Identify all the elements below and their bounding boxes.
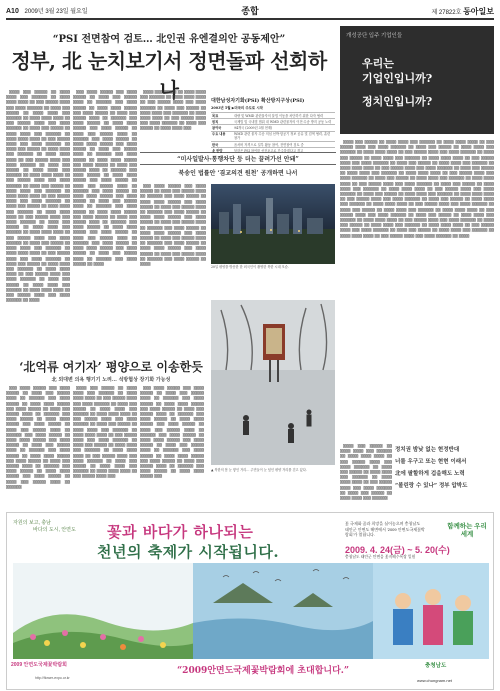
body-column: ▒▒▒▒ ▒▒▒ ▒▒▒▒▒ ▒▒ ▒▒▒▒ ▒▒▒▒ ▒▒▒ ▒▒▒▒▒▒ ▒▒ ▒▒▒▒ ▒▒▒▒ ▒▒▒▒ ▒▒ ▒▒▒ ▒▒▒▒▒ ▒▒▒▒ ▒▒▒ ▒▒▒▒ ▒▒▒▒▒▒ ▒▒ ▒▒▒▒ ▒▒▒ ▒▒▒▒▒ ▒▒ ▒▒▒▒ ▒▒▒▒ ▒▒▒ ▒▒▒▒▒▒ ▒▒ ▒▒▒▒ ▒▒▒▒ ▒▒▒▒ ▒▒ ▒▒▒ ▒▒▒▒▒ ▒▒▒▒ ▒▒▒ ▒▒▒▒ ▒▒▒▒▒▒ ▒▒ ▒▒▒▒ ▒▒▒ ▒▒▒▒▒ ▒▒ ▒▒▒▒ ▒▒▒▒ ▒▒▒ <box>140 90 206 131</box>
fact-key: 원칙 <box>211 119 233 125</box>
psi-fact-box <box>211 97 335 260</box>
opinion-question-1 <box>362 56 432 86</box>
fact-key: 참여국 <box>211 125 233 131</box>
fact-value: 94개국 (2009년 3월 현재) <box>233 125 335 131</box>
ad-sponsor-logo: 충청남도 <box>425 663 447 669</box>
fact-key: 목표 <box>211 113 233 119</box>
paper-name: 동아일보 <box>463 7 494 16</box>
pull-quote-line: 정치권 밤낮 없는 현정반대 <box>395 447 460 453</box>
ad-headline-2: 천년의 축제가 시작됩니다. <box>97 543 280 561</box>
opinion-q1-line1: 우리는 <box>362 57 394 70</box>
ad-location: 충청남도 태안군 안면읍 꽃지해수욕장 일원 <box>345 555 416 559</box>
body-column: ▒▒▒▒ ▒▒▒ ▒▒▒▒▒ ▒▒ ▒▒▒▒ ▒▒▒▒ ▒▒▒ ▒▒▒▒▒▒ ▒▒ ▒▒▒▒ ▒▒▒▒ ▒▒▒▒ ▒▒ ▒▒▒ ▒▒▒▒▒ ▒▒▒▒ ▒▒▒ ▒▒▒▒ ▒▒▒▒▒▒ ▒▒ ▒▒▒▒ ▒▒▒ ▒▒▒▒▒ ▒▒ ▒▒▒▒ ▒▒▒▒ ▒▒▒ ▒▒▒▒▒▒ ▒▒ ▒▒▒▒ ▒▒▒▒ ▒▒▒▒ ▒▒ ▒▒▒ ▒▒▒▒▒ ▒▒▒▒ ▒▒▒ ▒▒▒▒ ▒▒▒▒▒▒ ▒▒ ▒▒▒▒ ▒▒▒ ▒▒▒▒▒ ▒▒ ▒▒▒▒ ▒▒▒▒ ▒▒▒ ▒▒▒▒▒▒ ▒▒ ▒▒▒▒ ▒▒▒▒ ▒▒▒▒ ▒▒ ▒▒▒ ▒▒▒▒▒ ▒▒▒▒ ▒▒▒ ▒▒▒▒ ▒▒▒▒▒▒ ▒▒ ▒▒▒▒ ▒▒▒ ▒▒▒▒▒ ▒▒ ▒▒▒▒ ▒▒▒▒ ▒▒▒ ▒▒▒▒▒▒ ▒▒ ▒▒▒▒ ▒▒▒▒ ▒▒▒▒ ▒▒ ▒▒▒ ▒▒▒▒▒ ▒▒▒▒ ▒▒▒ ▒▒▒▒ ▒▒▒▒▒▒ ▒▒ ▒▒▒▒ ▒▒▒ ▒▒▒▒▒ ▒▒ ▒▒▒▒ ▒▒▒▒ ▒▒▒ ▒▒▒▒▒▒ ▒▒ ▒▒▒▒ ▒▒▒▒ ▒▒▒▒ ▒▒ ▒▒▒ ▒▒▒▒▒ ▒▒▒▒ ▒▒▒ ▒▒▒▒ ▒▒▒▒▒▒ ▒▒ ▒▒▒▒ ▒▒▒ ▒▒▒▒▒ ▒▒ ▒▒▒▒ ▒▒▒▒ ▒▒▒ ▒▒▒▒▒▒ ▒▒ ▒▒▒▒ ▒▒▒▒ ▒▒▒▒ ▒▒ ▒▒▒ ▒▒▒▒▒ ▒▒▒▒ ▒▒▒ ▒▒▒▒ ▒▒▒▒▒▒ ▒▒ ▒▒▒▒ ▒▒▒ ▒▒▒▒▒ ▒▒ ▒▒▒▒ ▒▒▒▒ ▒▒▒ ▒▒▒▒▒▒ ▒▒ ▒▒▒▒ ▒▒▒▒ ▒▒▒▒ ▒▒ ▒▒▒ ▒▒▒▒▒ ▒▒▒▒ ▒▒▒ ▒▒▒▒ ▒▒▒▒▒▒ ▒▒ ▒▒▒▒ ▒▒▒ ▒▒▒▒▒ ▒▒ ▒▒▒▒ ▒▒▒▒ ▒▒▒ ▒▒▒▒▒▒ ▒▒ ▒▒▒▒ ▒▒▒▒ ▒▒▒▒ ▒▒ ▒▒▒ ▒▒▒▒▒ ▒▒▒▒ ▒▒▒ ▒▒▒▒ ▒▒▒▒▒▒ ▒▒ ▒▒▒▒ ▒▒▒ ▒▒▒▒▒ ▒▒ ▒▒▒▒ ▒▒▒▒ ▒▒▒ ▒▒▒▒▒▒ ▒▒ ▒▒▒▒ ▒▒▒▒ ▒▒▒▒ ▒▒ ▒▒▒ ▒▒▒▒▒ ▒▒▒▒ ▒▒▒ ▒▒▒▒ ▒▒▒▒▒▒ ▒▒ ▒▒▒▒ ▒▒▒ ▒▒▒▒▒ ▒▒ ▒▒▒▒ ▒▒▒▒ ▒▒▒ ▒▒▒▒▒▒ ▒▒ ▒▒▒▒ ▒▒▒▒ ▒▒▒▒ ▒▒ ▒▒▒ ▒▒▒▒▒ ▒▒▒▒ ▒▒▒ ▒▒▒▒ ▒▒▒▒▒▒ ▒▒ ▒▒▒▒ ▒▒▒ ▒▒▒▒▒ ▒▒ ▒▒▒▒ ▒▒▒▒ ▒▒▒ ▒▒▒▒▒▒ ▒▒ ▒▒▒▒ ▒▒▒▒ ▒▒▒▒ ▒▒ ▒▒▒ ▒▒▒▒▒ ▒▒▒▒ ▒▒▒ ▒▒▒▒ ▒▒▒▒▒▒ ▒▒ ▒▒▒▒ ▒▒▒ ▒▒▒▒▒ ▒▒ ▒▒▒▒ ▒▒▒▒ ▒▒▒ ▒▒▒▒▒▒ ▒▒ ▒▒▒▒ ▒▒▒▒ ▒▒▒▒ ▒▒ ▒▒▒ ▒▒▒▒▒ ▒▒▒▒ ▒▒▒ ▒▒▒▒ ▒▒▒▒▒▒ ▒▒ ▒▒▒▒ ▒▒▒ ▒▒▒▒▒ ▒▒ ▒▒▒▒ ▒▒▒▒ ▒▒▒ ▒▒▒▒▒▒ ▒▒ ▒▒▒▒ ▒▒▒▒ ▒▒▒▒ ▒▒ ▒▒▒ ▒▒▒▒▒ ▒▒▒▒ ▒▒▒ ▒▒▒▒ ▒▒▒▒▒▒ ▒▒ ▒▒▒▒ <box>340 140 494 238</box>
fact-key: 한국 <box>211 142 233 148</box>
ad-logo-text: 함께하는 우리세계 <box>447 523 487 538</box>
fact-value: 옵서버 자격으로 일부 활동 참여, 전면참여 검토 중 <box>233 142 335 148</box>
body-column: ▒▒▒▒ ▒▒▒ ▒▒▒▒▒ ▒▒ ▒▒▒▒ ▒▒▒▒ ▒▒▒ ▒▒▒▒▒▒ ▒▒ ▒▒▒▒ ▒▒▒▒ ▒▒▒▒ ▒▒ ▒▒▒ ▒▒▒▒▒ ▒▒▒▒ ▒▒▒ ▒▒▒▒ ▒▒▒▒▒▒ ▒▒ ▒▒▒▒ ▒▒▒ ▒▒▒▒▒ ▒▒ ▒▒▒▒ ▒▒▒▒ ▒▒▒ ▒▒▒▒▒▒ ▒▒ ▒▒▒▒ ▒▒▒▒ ▒▒▒▒ ▒▒ ▒▒▒ ▒▒▒▒▒ ▒▒▒▒ ▒▒▒ ▒▒▒▒ ▒▒▒▒▒▒ ▒▒ ▒▒▒▒ ▒▒▒ ▒▒▒▒▒ ▒▒ ▒▒▒▒ ▒▒▒▒ ▒▒▒ ▒▒▒▒▒▒ <box>340 444 392 501</box>
paper-brand <box>431 6 494 17</box>
ad-date: 2009. 4. 24(금) ~ 5. 20(수) <box>345 545 450 555</box>
page-header <box>6 4 494 20</box>
fact-box-subtitle: 2003년 5월 ▶미국의 주도로 시작 <box>211 106 263 110</box>
ad-expo-logo: 2009 안면도국제꽃박람회 <box>11 662 67 668</box>
ad-description: 꽃 국제화 꿈과 희망을 심어놓으며 충청남도 태안군 안면도 해변에서 '2009 안면도국제꽃박람회'가 열립니다. <box>345 521 425 537</box>
section-title: 종합 <box>241 7 259 17</box>
advertisement[interactable] <box>6 512 494 690</box>
opinion-box <box>340 26 494 134</box>
body-column: ▒▒▒ ▒▒▒▒ ▒▒▒▒▒ ▒▒▒ ▒▒▒▒ ▒▒▒▒▒ ▒▒ ▒▒▒▒ ▒▒▒ ▒▒▒▒▒ ▒▒▒▒ ▒▒ ▒▒▒▒▒▒ ▒▒▒ ▒▒▒▒ ▒▒▒▒▒ ▒▒ ▒▒▒▒ ▒▒▒▒ ▒▒▒▒▒ ▒▒▒ ▒▒▒▒ ▒▒▒▒▒ ▒▒ ▒▒▒▒ ▒▒▒ ▒▒▒▒▒ ▒▒▒▒ ▒▒ ▒▒▒▒▒▒ ▒▒▒ ▒▒▒▒ ▒▒▒▒▒ ▒▒ ▒▒▒▒ ▒▒▒▒ ▒▒▒▒▒ ▒▒▒ ▒▒▒▒ ▒▒▒▒▒ ▒▒ ▒▒▒▒ ▒▒▒ ▒▒▒▒▒ ▒▒▒▒ ▒▒ ▒▒▒▒▒▒ ▒▒▒ ▒▒▒▒ ▒▒▒▒▒ ▒▒ ▒▒▒▒ ▒▒▒▒ ▒▒▒▒▒ ▒▒▒ ▒▒▒▒ ▒▒▒▒▒ ▒▒ ▒▒▒▒ ▒▒▒ ▒▒▒▒▒ ▒▒▒▒ ▒▒ ▒▒▒▒▒▒ ▒▒▒ ▒▒▒▒ ▒▒▒▒▒ ▒▒ ▒▒▒▒ ▒▒▒▒ ▒▒▒▒▒ ▒▒▒ ▒▒▒▒ ▒▒▒▒▒ ▒▒ ▒▒▒▒ ▒▒▒ ▒▒▒▒▒ ▒▒▒▒ ▒▒ ▒▒▒▒▒▒ ▒▒▒ ▒▒▒▒ ▒▒▒▒▒ ▒▒ ▒▒▒▒ <box>140 184 206 267</box>
ad-headline-1: 꽃과 바다가 하나되는 <box>107 523 254 541</box>
street-scene-graphic <box>211 300 335 465</box>
body-column: ▒▒▒ ▒▒▒▒ ▒▒▒▒▒ ▒▒▒ ▒▒▒▒ ▒▒▒▒▒ ▒▒ ▒▒▒▒ ▒▒▒ ▒▒▒▒▒ ▒▒▒▒ ▒▒ ▒▒▒▒▒▒ ▒▒▒ ▒▒▒▒ ▒▒▒▒▒ ▒▒ ▒▒▒▒ ▒▒▒▒ ▒▒▒▒▒ ▒▒▒ ▒▒▒▒ ▒▒▒▒▒ ▒▒ ▒▒▒▒ ▒▒▒ ▒▒▒▒▒ ▒▒▒▒ ▒▒ ▒▒▒▒▒▒ ▒▒▒ ▒▒▒▒ ▒▒▒▒▒ ▒▒ ▒▒▒▒ ▒▒▒▒ ▒▒▒▒▒ ▒▒▒ ▒▒▒▒ ▒▒▒▒▒ ▒▒ ▒▒▒▒ ▒▒▒ ▒▒▒▒▒ ▒▒▒▒ ▒▒ ▒▒▒▒▒▒ ▒▒▒ ▒▒▒▒ ▒▒▒▒▒ ▒▒ ▒▒▒▒ ▒▒▒▒ ▒▒▒▒▒ ▒▒▒ ▒▒▒▒ ▒▒▒▒▒ ▒▒ ▒▒▒▒ ▒▒▒ ▒▒▒▒▒ ▒▒▒▒ ▒▒ ▒▒▒▒▒▒ ▒▒▒ ▒▒▒▒ ▒▒▒▒▒ ▒▒ ▒▒▒▒ ▒▒▒▒ ▒▒▒▒▒ ▒▒▒ ▒▒▒▒ ▒▒▒▒▒ ▒▒ ▒▒▒▒ ▒▒▒ ▒▒▒▒▒ ▒▒▒▒ ▒▒ ▒▒▒▒▒▒ ▒▒▒ ▒▒▒▒ ▒▒▒▒▒ ▒▒ ▒▒▒▒ ▒▒▒▒ ▒▒▒▒▒ ▒▒▒ <box>140 386 204 479</box>
pull-quote-line: 너를 우구고 또는 현현 이래서 <box>395 459 467 465</box>
sub-headline-1: “미사일발사·통행차단 등 더는 끌려가선 안돼” <box>140 152 336 165</box>
second-story-headline: ‘北억류 여기자’ 평양으로 이송한듯 <box>19 360 203 374</box>
story-headline: 정부, 北 눈치보기서 정면돌파 선회하나 <box>11 49 327 102</box>
photo-caption: ▲ 북한의 봄 눈 쌓인 거리… 주민들이 눈 덮인 평양 거리를 걷고 있다. <box>211 468 307 472</box>
body-column: ▒▒▒ ▒▒▒▒ ▒▒▒▒▒ ▒▒▒ ▒▒▒▒ ▒▒▒▒▒ ▒▒ ▒▒▒▒ ▒▒▒ ▒▒▒▒▒ ▒▒▒▒ ▒▒ ▒▒▒▒▒▒ ▒▒▒ ▒▒▒▒ ▒▒▒▒▒ ▒▒ ▒▒▒▒ ▒▒▒▒ ▒▒▒▒▒ ▒▒▒ ▒▒▒▒ ▒▒▒▒▒ ▒▒ ▒▒▒▒ ▒▒▒ ▒▒▒▒▒ ▒▒▒▒ ▒▒ ▒▒▒▒▒▒ ▒▒▒ ▒▒▒▒ ▒▒▒▒▒ ▒▒ ▒▒▒▒ ▒▒▒▒ ▒▒▒▒▒ ▒▒▒ ▒▒▒▒ ▒▒▒▒▒ ▒▒ ▒▒▒▒ ▒▒▒ ▒▒▒▒▒ ▒▒▒▒ ▒▒ ▒▒▒▒▒▒ ▒▒▒ ▒▒▒▒ ▒▒▒▒▒ ▒▒ ▒▒▒▒ ▒▒▒▒ ▒▒▒▒▒ ▒▒▒ ▒▒▒▒ ▒▒▒▒▒ ▒▒ ▒▒▒▒ ▒▒▒ ▒▒▒▒▒ ▒▒▒▒ ▒▒ ▒▒▒▒▒▒ ▒▒▒ ▒▒▒▒ ▒▒▒▒▒ ▒▒ ▒▒▒▒ ▒▒▒▒ ▒▒▒▒▒ ▒▒▒ ▒▒▒▒ ▒▒▒▒▒ ▒▒ ▒▒▒▒ ▒▒▒ ▒▒▒▒▒ ▒▒▒▒ ▒▒ ▒▒▒▒▒▒ ▒▒▒ ▒▒▒▒ ▒▒▒▒▒ ▒▒ ▒▒▒▒ ▒▒▒▒ ▒▒▒▒▒ ▒▒▒ ▒▒▒▒ ▒▒▒▒▒ ▒▒ ▒▒▒▒ ▒▒▒ ▒▒▒▒▒ ▒▒▒▒ ▒▒ ▒▒▒▒▒▒ ▒▒▒ ▒▒▒▒ ▒▒▒▒▒ ▒▒ ▒▒▒▒ ▒▒▒▒ ▒▒▒▒▒ ▒▒▒ ▒▒▒▒ ▒▒▒▒▒ ▒▒ ▒▒▒▒ ▒▒▒ ▒▒▒▒▒ ▒▒▒▒ ▒▒ ▒▒▒▒▒▒ ▒▒▒ ▒▒▒▒ ▒▒▒▒▒ ▒▒ ▒▒▒▒ ▒▒▒▒ ▒▒▒▒▒ ▒▒▒ ▒▒▒▒ ▒▒▒▒▒ ▒▒ ▒▒▒▒ ▒▒▒ ▒▒▒▒▒ ▒▒▒▒ ▒▒ ▒▒▒▒▒▒ ▒▒▒ ▒▒▒▒ ▒▒▒▒▒ ▒▒ ▒▒▒▒ ▒▒▒▒ ▒▒▒▒▒ ▒▒▒ ▒▒▒▒ ▒▒▒▒▒ ▒▒ ▒▒▒▒ ▒▒▒ ▒▒▒▒▒ ▒▒▒▒ ▒▒ ▒▒▒▒▒▒ ▒▒▒ ▒▒▒▒ ▒▒▒▒▒ ▒▒ ▒▒▒▒ ▒▒▒▒ ▒▒▒▒▒ ▒▒▒ ▒▒▒▒ ▒▒▒▒▒ ▒▒ ▒▒▒▒ ▒▒▒ ▒▒▒▒▒ ▒▒▒▒ ▒▒ ▒▒▒▒▒▒ ▒▒▒ ▒▒▒▒ ▒▒▒▒▒ ▒▒ ▒▒▒▒ <box>73 90 137 266</box>
edition-number: 제 27822호 <box>431 10 462 16</box>
pull-quote-line: “볼린랑 수 있나” 정부 압박도 <box>395 483 468 489</box>
ad-invitation: “2009안면도국제꽃박람회에 초대합니다.” <box>177 666 350 676</box>
fact-value: 대량 및 WMD 관련물자의 불법 이동을 차단하기 위한 다자 협력 <box>233 113 335 119</box>
fact-row <box>211 148 335 154</box>
sub-headline-2: 북송인 법률안 ‘겸교의견 원천’ 공개하면 나서 <box>178 170 298 177</box>
ad-website-link[interactable]: www.chungnam.net <box>417 678 452 683</box>
fact-box-title: 대한남성자기화(PSI) 확산방지구상(PSI) <box>211 98 305 104</box>
pull-quote-line: 北에 팔할하게 겁을해도 노력 <box>395 471 465 477</box>
fact-value: 북한은 PSI 참여를 선전포고로 간주하겠다고 경고 <box>233 148 335 154</box>
body-column: ▒▒▒▒ ▒▒▒ ▒▒▒▒▒ ▒▒ ▒▒▒▒ ▒▒▒▒ ▒▒▒ ▒▒▒▒▒▒ ▒▒ ▒▒▒▒ ▒▒▒▒ ▒▒▒▒ ▒▒ ▒▒▒ ▒▒▒▒▒ ▒▒▒▒ ▒▒▒ ▒▒▒▒ ▒▒▒▒▒▒ ▒▒ ▒▒▒▒ ▒▒▒ ▒▒▒▒▒ ▒▒ ▒▒▒▒ ▒▒▒▒ ▒▒▒ ▒▒▒▒▒▒ ▒▒ ▒▒▒▒ ▒▒▒▒ ▒▒▒▒ ▒▒ ▒▒▒ ▒▒▒▒▒ ▒▒▒▒ ▒▒▒ ▒▒▒▒ ▒▒▒▒▒▒ ▒▒ ▒▒▒▒ ▒▒▒ ▒▒▒▒▒ ▒▒ ▒▒▒▒ ▒▒▒▒ ▒▒▒ ▒▒▒▒▒▒ ▒▒ ▒▒▒▒ ▒▒▒▒ ▒▒▒▒ ▒▒ ▒▒▒ ▒▒▒▒▒ ▒▒▒▒ ▒▒▒ ▒▒▒▒ ▒▒▒▒▒▒ ▒▒ ▒▒▒▒ ▒▒▒ ▒▒▒▒▒ ▒▒ ▒▒▒▒ ▒▒▒▒ ▒▒▒ ▒▒▒▒▒▒ ▒▒ ▒▒▒▒ ▒▒▒▒ ▒▒▒▒ ▒▒ ▒▒▒ ▒▒▒▒▒ ▒▒▒▒ ▒▒▒ ▒▒▒▒ ▒▒▒▒▒▒ ▒▒ ▒▒▒▒ ▒▒▒ ▒▒▒▒▒ ▒▒ ▒▒▒▒ ▒▒▒▒ ▒▒▒ ▒▒▒▒▒▒ ▒▒ ▒▒▒▒ ▒▒▒▒ ▒▒▒▒ ▒▒ ▒▒▒ ▒▒▒▒▒ ▒▒▒▒ ▒▒▒ ▒▒▒▒ ▒▒▒▒▒▒ ▒▒ ▒▒▒▒ ▒▒▒ ▒▒▒▒▒ ▒▒ ▒▒▒▒ ▒▒▒▒ ▒▒▒ ▒▒▒▒▒▒ ▒▒ ▒▒▒▒ ▒▒▒▒ ▒▒▒▒ ▒▒ ▒▒▒ ▒▒▒▒▒ ▒▒▒▒ ▒▒▒ ▒▒▒▒ ▒▒▒▒▒▒ ▒▒ ▒▒▒▒ ▒▒▒ ▒▒▒▒▒ ▒▒ ▒▒▒▒ ▒▒▒▒ ▒▒▒ ▒▒▒▒▒▒ ▒▒ ▒▒▒▒ ▒▒▒▒ ▒▒▒▒ ▒▒ ▒▒▒ ▒▒▒▒▒ ▒▒▒▒ ▒▒▒ ▒▒▒▒ ▒▒▒▒▒▒ ▒▒ ▒▒▒▒ ▒▒▒ ▒▒▒▒▒ ▒▒ ▒▒▒▒ ▒▒▒▒ ▒▒▒ ▒▒▒▒▒▒ ▒▒ ▒▒▒▒ ▒▒▒▒ ▒▒▒▒ ▒▒ ▒▒▒ ▒▒▒▒▒ ▒▒▒▒ ▒▒▒ ▒▒▒▒ ▒▒▒▒▒▒ ▒▒ ▒▒▒▒ ▒▒▒ ▒▒▒▒▒ ▒▒ ▒▒▒▒ ▒▒▒▒ ▒▒▒ ▒▒▒▒▒▒ ▒▒ ▒▒▒▒ ▒▒▒▒ ▒▒▒▒ ▒▒ ▒▒▒ ▒▒▒▒▒ ▒▒▒▒ ▒▒▒ ▒▒▒▒ ▒▒▒▒▒▒ ▒▒ ▒▒▒▒ ▒▒▒ ▒▒▒▒▒ ▒▒ ▒▒▒▒ ▒▒▒▒ ▒▒▒ ▒▒▒▒▒▒ ▒▒ ▒▒▒▒ ▒▒▒▒ ▒▒▒▒ ▒▒ ▒▒▒ ▒▒▒▒▒ ▒▒▒▒ ▒▒▒ ▒▒▒▒ ▒▒▒▒▒▒ ▒▒ ▒▒▒▒ ▒▒▒ ▒▒▒▒▒ ▒▒ ▒▒▒▒ ▒▒▒▒ ▒▒▒ ▒▒▒▒▒▒ ▒▒ ▒▒▒▒ ▒▒▒▒ ▒▒▒▒ ▒▒ ▒▒▒ ▒▒▒▒▒ ▒▒▒▒ ▒▒▒ ▒▒▒▒ ▒▒▒▒▒▒ ▒▒ ▒▒▒▒ <box>6 90 70 303</box>
photo-caption: 20일 평양을 방문한 한 외국인이 촬영한 북한 시내 모습. <box>211 265 289 269</box>
ad-artwork <box>13 563 489 659</box>
ad-slogan-1: 자원의 보고, 충남 <box>13 520 51 526</box>
fact-table <box>211 112 335 153</box>
ad-slogan-2: 바다의 도시, 안면도 <box>33 527 76 533</box>
fact-value: 국제법 및 국내법 범위 내 WMD 관련물자의 이전·수송 방지 공동 노력 <box>233 119 335 125</box>
fact-row <box>211 131 335 141</box>
opinion-tag: 개성공단 입주 기업인들 <box>346 33 403 39</box>
opinion-question-2: 정치인입니까? <box>362 95 433 108</box>
news-photo-street <box>211 300 335 465</box>
ad-url-link[interactable]: http://flower-expo.or.kr <box>35 676 70 680</box>
page-number: A10 <box>6 8 19 15</box>
body-column: ▒▒▒▒ ▒▒▒ ▒▒▒▒▒ ▒▒ ▒▒▒▒ ▒▒▒▒ ▒▒▒ ▒▒▒▒▒▒ ▒▒ ▒▒▒▒ ▒▒▒▒ ▒▒▒▒ ▒▒ ▒▒▒ ▒▒▒▒▒ ▒▒▒▒ ▒▒▒ ▒▒▒▒ ▒▒▒▒▒▒ ▒▒ ▒▒▒▒ ▒▒▒ ▒▒▒▒▒ ▒▒ ▒▒▒▒ ▒▒▒▒ ▒▒▒ ▒▒▒▒▒▒ ▒▒ ▒▒▒▒ ▒▒▒▒ ▒▒▒▒ ▒▒ ▒▒▒ ▒▒▒▒▒ ▒▒▒▒ ▒▒▒ ▒▒▒▒ ▒▒▒▒▒▒ ▒▒ ▒▒▒▒ ▒▒▒ ▒▒▒▒▒ ▒▒ ▒▒▒▒ ▒▒▒▒ ▒▒▒ ▒▒▒▒▒▒ ▒▒ ▒▒▒▒ ▒▒▒▒ ▒▒▒▒ ▒▒ ▒▒▒ ▒▒▒▒▒ ▒▒▒▒ ▒▒▒ ▒▒▒▒ ▒▒▒▒▒▒ ▒▒ ▒▒▒▒ ▒▒▒ ▒▒▒▒▒ ▒▒ ▒▒▒▒ ▒▒▒▒ ▒▒▒ ▒▒▒▒▒▒ ▒▒ ▒▒▒▒ ▒▒▒▒ ▒▒▒▒ ▒▒ ▒▒▒ ▒▒▒▒▒ ▒▒▒▒ ▒▒▒ ▒▒▒▒ ▒▒▒▒▒▒ ▒▒ ▒▒▒▒ ▒▒▒ ▒▒▒▒▒ ▒▒ ▒▒▒▒ ▒▒▒▒ ▒▒▒ ▒▒▒▒▒▒ ▒▒ ▒▒▒▒ ▒▒▒▒ ▒▒▒▒ ▒▒ ▒▒▒ ▒▒▒▒▒ ▒▒▒▒ ▒▒▒ <box>73 386 137 479</box>
story-kicker: “PSI 전면참여 검토… 北인권 유엔결의안 공동제안” <box>52 34 286 45</box>
issue-date: 2009년 3월 23일 월요일 <box>24 9 88 15</box>
opinion-q1-line2: 기업인입니까? <box>362 72 433 85</box>
people-graphic <box>373 563 489 659</box>
body-column: ▒▒▒ ▒▒▒▒ ▒▒▒▒▒ ▒▒▒ ▒▒▒▒ ▒▒▒▒▒ ▒▒ ▒▒▒▒ ▒▒▒ ▒▒▒▒▒ ▒▒▒▒ ▒▒ ▒▒▒▒▒▒ ▒▒▒ ▒▒▒▒ ▒▒▒▒▒ ▒▒ ▒▒▒▒ ▒▒▒▒ ▒▒▒▒▒ ▒▒▒ ▒▒▒▒ ▒▒▒▒▒ ▒▒ ▒▒▒▒ ▒▒▒ ▒▒▒▒▒ ▒▒▒▒ ▒▒ ▒▒▒▒▒▒ ▒▒▒ ▒▒▒▒ ▒▒▒▒▒ ▒▒ ▒▒▒▒ ▒▒▒▒ ▒▒▒▒▒ ▒▒▒ ▒▒▒▒ ▒▒▒▒▒ ▒▒ ▒▒▒▒ ▒▒▒ ▒▒▒▒▒ ▒▒▒▒ ▒▒ ▒▒▒▒▒▒ ▒▒▒ ▒▒▒▒ ▒▒▒▒▒ ▒▒ ▒▒▒▒ ▒▒▒▒ ▒▒▒▒▒ ▒▒▒ ▒▒▒▒ ▒▒▒▒▒ ▒▒ ▒▒▒▒ ▒▒▒ ▒▒▒▒▒ ▒▒▒▒ ▒▒ ▒▒▒▒▒▒ ▒▒▒ ▒▒▒▒ ▒▒▒▒▒ ▒▒ ▒▒▒▒ ▒▒▒▒ ▒▒▒▒▒ ▒▒▒ ▒▒▒▒ ▒▒▒▒▒ ▒▒ ▒▒▒▒ ▒▒▒ ▒▒▒▒▒ ▒▒▒▒ ▒▒ ▒▒▒▒▒▒ ▒▒▒ ▒▒▒▒ ▒▒▒▒▒ ▒▒ ▒▒▒▒ ▒▒▒▒ ▒▒▒▒▒ ▒▒▒ ▒▒▒▒ ▒▒▒▒▒ ▒▒ ▒▒▒▒ ▒▒▒ ▒▒▒▒▒ ▒▒▒▒ ▒▒ ▒▒▒▒▒▒ <box>6 386 70 489</box>
pull-quote <box>395 444 495 492</box>
fact-value: WMD 관련 물자 수송 의심 선박·항공기 정보 공유 및 검색 협력, 훈련 참가 <box>233 131 335 141</box>
fact-key: 北 반발 <box>211 148 233 154</box>
second-story-subhead: 北 외대변 의욕 행기기 노려… 석방협상 장기화 가능성 <box>51 377 171 383</box>
fact-key: 주요 내용 <box>211 131 233 141</box>
sea-graphic <box>193 563 373 659</box>
